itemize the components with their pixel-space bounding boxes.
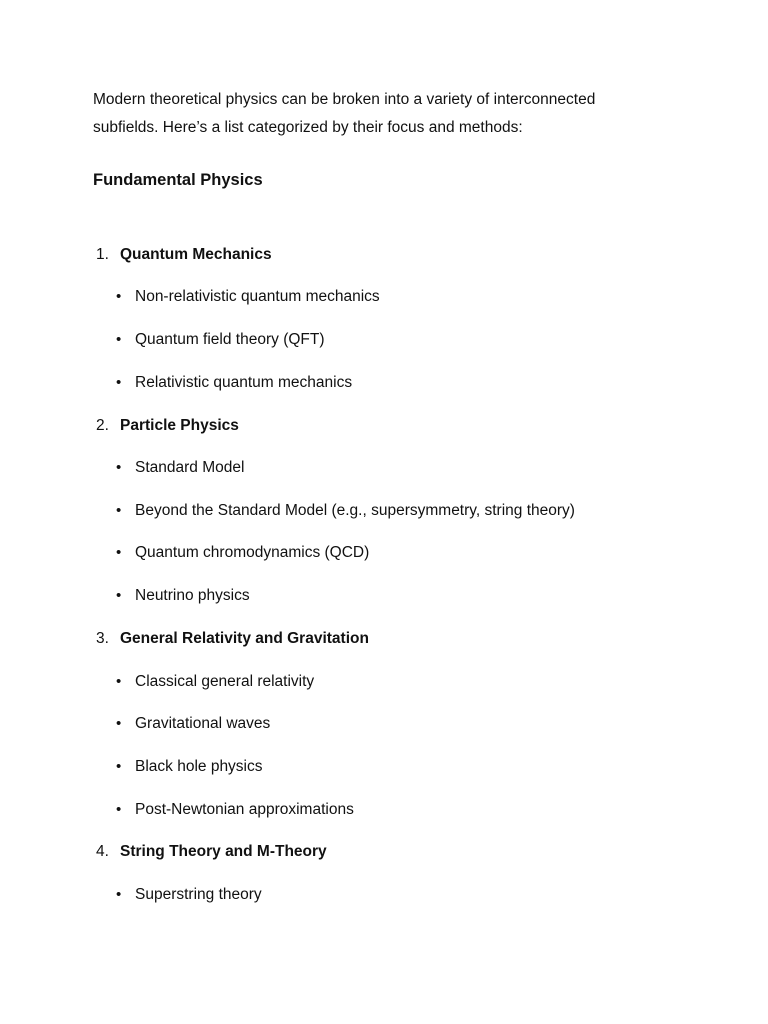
bullet-icon: • (116, 288, 122, 305)
section-number: 4. (96, 843, 109, 860)
section-title: String Theory and M-Theory (120, 843, 327, 860)
list-item-text: Neutrino physics (135, 587, 250, 604)
list-item-text: Classical general relativity (135, 673, 315, 690)
bullet-icon: • (116, 587, 122, 604)
list-item-text: Quantum field theory (QFT) (135, 331, 325, 348)
list-item-text: Relativistic quantum mechanics (135, 374, 353, 391)
bullet-icon: • (116, 758, 122, 775)
section-number: 1. (96, 246, 109, 263)
bullet-icon: • (116, 886, 122, 903)
bullet-icon: • (116, 801, 122, 818)
bullet-icon: • (116, 544, 122, 561)
bullet-icon: • (116, 715, 122, 732)
list-item-text: Black hole physics (135, 758, 263, 775)
section-number: 3. (96, 630, 109, 647)
list-item-text: Standard Model (135, 459, 245, 476)
list-item-text: Beyond the Standard Model (e.g., supersymmetry, string theory) (135, 502, 575, 519)
section-title: Particle Physics (120, 417, 239, 434)
bullet-icon: • (116, 374, 122, 391)
section-number: 2. (96, 417, 109, 434)
intro-line-1: Modern theoretical physics can be broken into a variety of interconnected (93, 91, 596, 108)
section-title: Quantum Mechanics (120, 246, 272, 263)
section-heading: Fundamental Physics (93, 171, 263, 189)
bullet-icon: • (116, 331, 122, 348)
section-title: General Relativity and Gravitation (120, 630, 369, 647)
list-item-text: Non-relativistic quantum mechanics (135, 288, 380, 305)
bullet-icon: • (116, 502, 122, 519)
intro-line-2: subfields. Here’s a list categorized by their focus and methods: (93, 119, 523, 136)
list-item-text: Gravitational waves (135, 715, 271, 732)
intro-paragraph (93, 86, 693, 142)
list-item-text: Quantum chromodynamics (QCD) (135, 544, 370, 561)
list-item-text: Superstring theory (135, 886, 262, 903)
list-item-text: Post-Newtonian approximations (135, 801, 354, 818)
bullet-icon: • (116, 673, 122, 690)
bullet-icon: • (116, 459, 122, 476)
